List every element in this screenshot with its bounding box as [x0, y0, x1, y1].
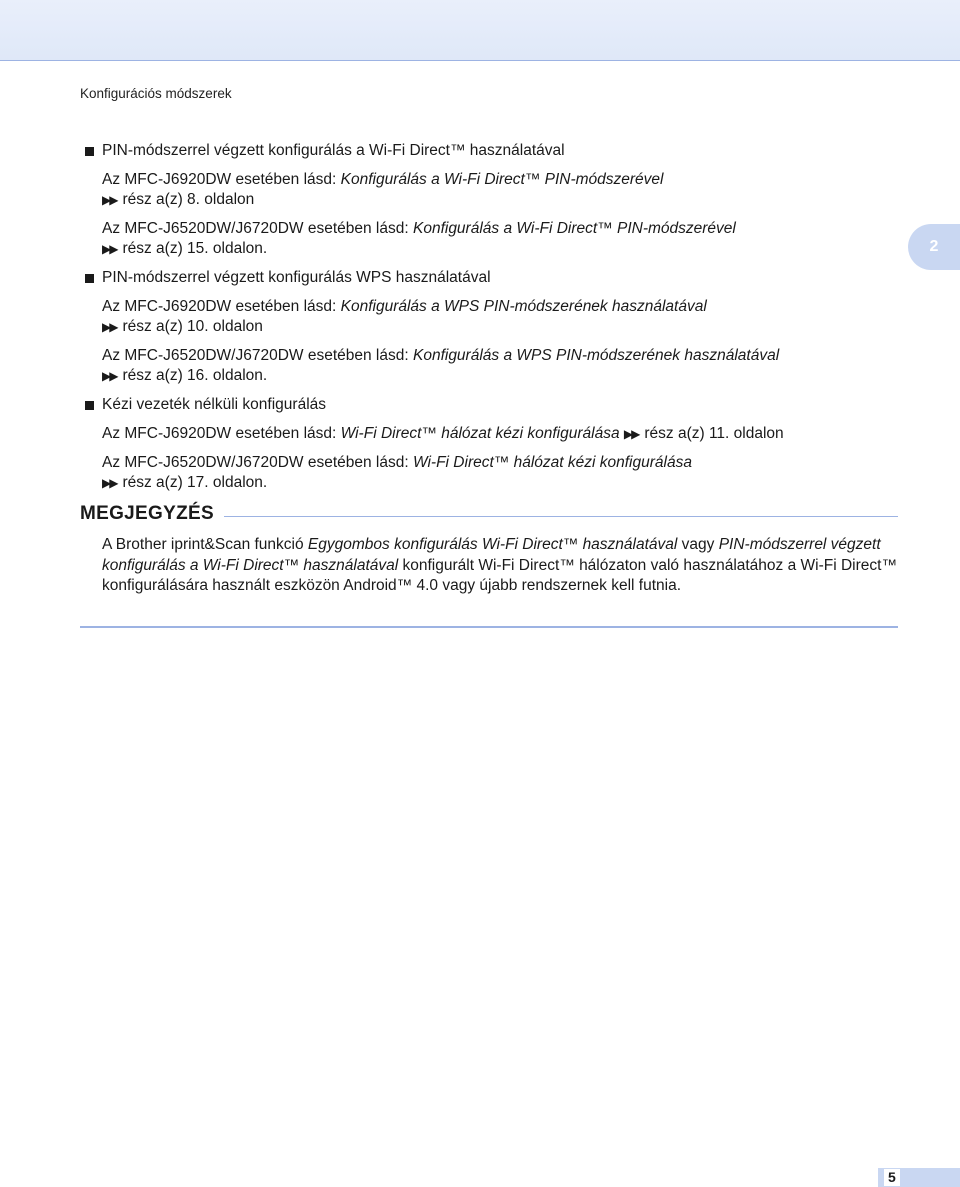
reference-line: Az MFC-J6920DW esetében lásd: Konfigurálás a WPS PIN-módszerének használatával ▶▶ rész a(z) 10. oldalon: [102, 298, 707, 335]
reference-line: Az MFC-J6520DW/J6720DW esetében lásd: Konfigurálás a Wi-Fi Direct™ PIN-módszerével ▶▶ rész a(z) 15. oldalon.: [102, 220, 736, 257]
cross-reference-link[interactable]: Wi-Fi Direct™ hálózat kézi konfigurálása: [412, 454, 692, 471]
note-box: [80, 503, 898, 597]
reference-line: Az MFC-J6520DW/J6720DW esetében lásd: Konfigurálás a WPS PIN-módszerének használatával ▶▶ rész a(z) 16. oldalon.: [102, 347, 780, 384]
reference-line: Az MFC-J6520DW/J6720DW esetében lásd: Wi-Fi Direct™ hálózat kézi konfigurálása ▶▶ rész a(z) 17. oldalon.: [102, 454, 692, 491]
cross-reference-link[interactable]: Konfigurálás a WPS PIN-módszerének használatával: [412, 347, 780, 364]
page-number: 5: [884, 1169, 900, 1186]
bullet-item: [84, 268, 884, 288]
note-bottom-rule: [80, 626, 898, 628]
square-bullet-icon: [85, 274, 94, 283]
running-header: Konfigurációs módszerek: [80, 86, 232, 101]
reference-line: Az MFC-J6920DW esetében lásd: Konfigurálás a Wi-Fi Direct™ PIN-módszerével ▶▶ rész a(z) 8. oldalon: [102, 171, 664, 208]
square-bullet-icon: [85, 147, 94, 156]
cross-reference-link[interactable]: Konfigurálás a Wi-Fi Direct™ PIN-módszerével: [340, 171, 664, 188]
cross-reference-link[interactable]: Konfigurálás a Wi-Fi Direct™ PIN-módszerével: [412, 220, 736, 237]
chapter-tab: 2: [908, 224, 960, 270]
double-arrow-icon: ▶▶: [102, 242, 117, 256]
bullet-item: [84, 395, 884, 415]
note-header: [80, 503, 898, 525]
note-body: A Brother iprint&Scan funkció Egygombos konfigurálás Wi-Fi Direct™ használatával vagy PIN-módszerrel végzett konfigurálás a Wi-Fi Direct™ használatával konfigurált Wi-Fi Direct™ hálózaton való használatához a Wi-Fi Direct™ konfigurálására használt eszközön Android™ 4.0 vagy újabb rendszernek kell futnia.: [102, 536, 897, 594]
bullet-item: [84, 141, 884, 161]
double-arrow-icon: ▶▶: [102, 320, 117, 334]
double-arrow-icon: ▶▶: [102, 476, 117, 490]
double-arrow-icon: ▶▶: [102, 193, 117, 207]
bullet-heading: PIN-módszerrel végzett konfigurálás a Wi-Fi Direct™ használatával: [102, 142, 565, 159]
content: [84, 141, 884, 493]
note-title: MEGJEGYZÉS: [80, 503, 214, 524]
cross-reference-link[interactable]: Konfigurálás a WPS PIN-módszerének használatával: [340, 298, 707, 315]
reference-line: Az MFC-J6920DW esetében lásd: Wi-Fi Direct™ hálózat kézi konfigurálása ▶▶ rész a(z) 11. oldalon: [102, 425, 784, 442]
double-arrow-icon: ▶▶: [623, 427, 639, 441]
square-bullet-icon: [85, 401, 94, 410]
bullet-heading: Kézi vezeték nélküli konfigurálás: [102, 396, 327, 413]
cross-reference-link[interactable]: Wi-Fi Direct™ hálózat kézi konfigurálása: [340, 425, 620, 442]
double-arrow-icon: ▶▶: [102, 369, 117, 383]
top-band: [0, 0, 960, 61]
page-number-bar: [878, 1168, 960, 1187]
bullet-heading: PIN-módszerrel végzett konfigurálás WPS használatával: [102, 269, 491, 286]
note-divider: [224, 516, 898, 517]
